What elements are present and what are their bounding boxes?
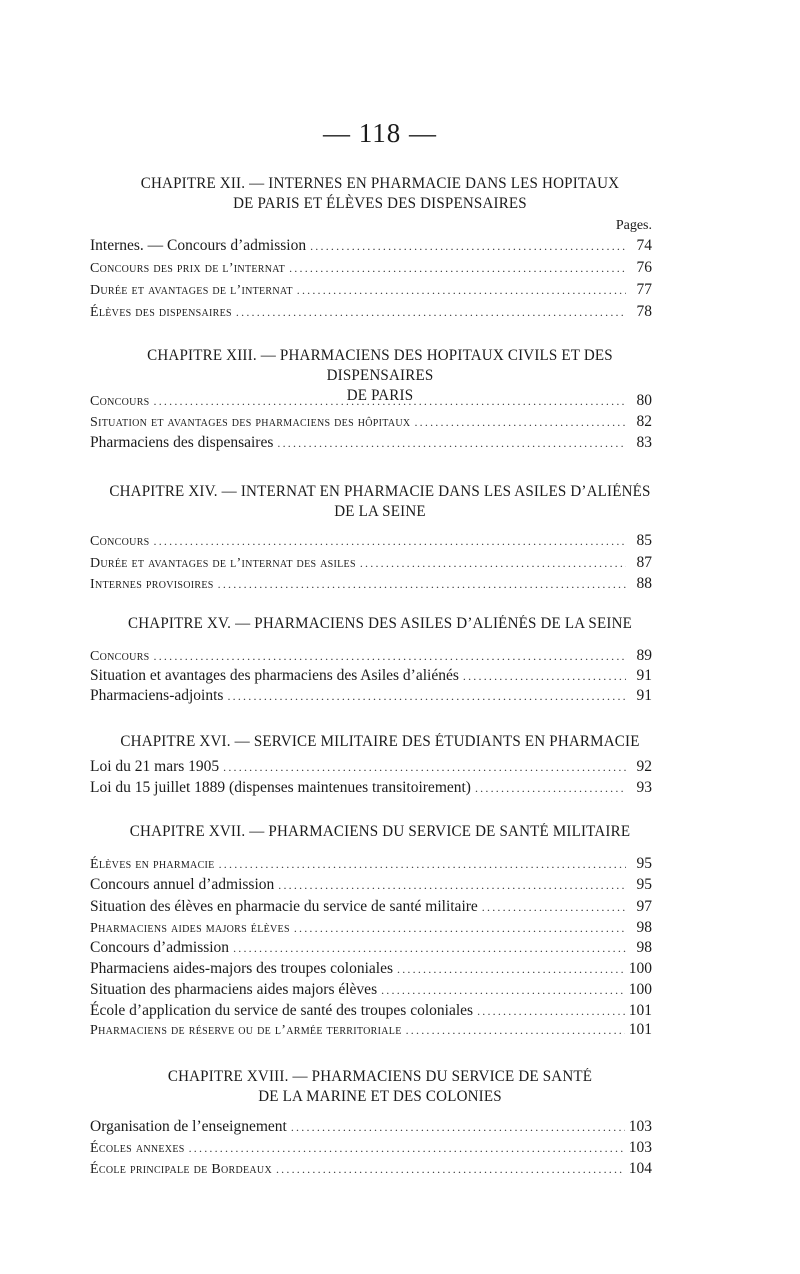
chapter-title-line: DE LA MARINE ET DES COLONIES	[258, 1088, 502, 1105]
leader-dots	[289, 257, 626, 279]
toc-entry-label: Élèves en pharmacie	[90, 857, 215, 872]
toc-entry-page: 93	[636, 779, 652, 796]
pages-column-label: Pages.	[615, 218, 652, 233]
chapter-title-line: CHAPITRE XVIII. — PHARMACIENS DU SERVICE DE SANTÉ	[167, 1068, 593, 1085]
toc-entry	[90, 853, 652, 875]
leader-dots	[219, 853, 626, 875]
toc-entry-page: 101	[628, 1002, 652, 1019]
toc-entry-label: Durée et avantages de l’internat	[90, 283, 293, 298]
toc-entry	[90, 257, 652, 279]
toc-entry-page: 95	[636, 876, 652, 893]
toc-entry-page: 91	[636, 667, 652, 684]
leader-dots	[294, 917, 626, 939]
toc-entry-page: 91	[636, 687, 652, 704]
toc-entry-label: Pharmaciens aides majors élèves	[90, 921, 290, 936]
toc-entry	[90, 937, 652, 959]
toc-entry-page: 98	[636, 939, 652, 956]
toc-entry	[90, 279, 652, 301]
leader-dots	[236, 301, 626, 323]
toc-entry-label: Loi du 15 juillet 1889 (dispenses maintenues transitoirement)	[90, 779, 471, 796]
toc-entry	[90, 390, 652, 412]
toc-entry-label: Écoles annexes	[90, 1141, 185, 1156]
toc-entry	[90, 1116, 652, 1138]
leader-dots	[276, 1158, 625, 1180]
leader-dots	[223, 756, 626, 778]
toc-entry-label: Situation des pharmaciens aides majors élèves	[90, 981, 378, 998]
toc-entry-page: 87	[636, 554, 652, 571]
toc-entry-label: Pharmaciens-adjoints	[90, 687, 224, 704]
toc-entry	[90, 896, 652, 918]
toc-entry-page: 83	[636, 434, 652, 451]
leader-dots	[277, 432, 626, 454]
toc-entry	[90, 411, 652, 433]
leader-dots	[360, 552, 626, 574]
toc-entry-label: Élèves des dispensaires	[90, 305, 232, 320]
toc-entry-label: Internes provisoires	[90, 577, 214, 592]
toc-entry-page: 104	[628, 1160, 652, 1177]
leader-dots	[381, 979, 625, 1001]
toc-entry-label: Concours	[90, 534, 150, 549]
toc-entry-label: Concours	[90, 649, 150, 664]
toc-entry-page: 100	[628, 981, 652, 998]
leader-dots	[189, 1137, 625, 1159]
toc-entry-page: 74	[636, 237, 652, 254]
toc-entry	[90, 1158, 652, 1180]
toc-entry	[90, 874, 652, 896]
leader-dots	[278, 874, 626, 896]
toc-entry-label: Situation et avantages des pharmaciens des hôpitaux	[90, 415, 411, 430]
toc-entry-label: Durée et avantages de l’internat des asiles	[90, 556, 356, 571]
toc-entry-label: Pharmaciens aides-majors des troupes coloniales	[90, 960, 394, 977]
toc-entry-label: Internes. — Concours d’admission	[90, 237, 307, 254]
toc-entry-label: Concours	[90, 394, 150, 409]
chapter-16-title	[108, 732, 651, 752]
toc-entry	[90, 979, 652, 1001]
toc-entry-page: 89	[636, 647, 652, 664]
toc-entry-label: Concours annuel d’admission	[90, 876, 275, 893]
chapter-title-line: CHAPITRE XVI. — SERVICE MILITAIRE DES ÉTUDIANTS EN PHARMACIE	[120, 733, 640, 750]
chapter-title-line: CHAPITRE XVII. — PHARMACIENS DU SERVICE DE SANTÉ MILITAIRE	[129, 823, 631, 840]
toc-entry-page: 80	[636, 392, 652, 409]
leader-dots	[482, 896, 626, 918]
toc-entry-label: Situation des élèves en pharmacie du service de santé militaire	[90, 898, 478, 915]
page-number: — 118 —	[323, 118, 437, 148]
chapter-14-title	[108, 482, 651, 522]
toc-entry-label: Pharmaciens des dispensaires	[90, 434, 274, 451]
chapter-title-line: CHAPITRE XV. — PHARMACIENS DES ASILES D’ALIÉNÉS DE LA SEINE	[127, 615, 633, 632]
toc-entry-label: École principale de Bordeaux	[90, 1162, 272, 1177]
toc-entry-page: 82	[636, 413, 652, 430]
toc-entry	[90, 685, 652, 707]
toc-entry-page: 78	[636, 303, 652, 320]
toc-entry-label: Organisation de l’enseignement	[90, 1118, 287, 1135]
leader-dots	[154, 390, 626, 412]
chapter-title-line: DE PARIS	[346, 387, 414, 404]
chapter-title-line: CHAPITRE XIII. — PHARMACIENS DES HOPITAUX CIVILS ET DES DISPENSAIRES	[147, 347, 613, 384]
toc-entry-page: 97	[636, 898, 652, 915]
toc-entry-page: 85	[636, 532, 652, 549]
toc-entry	[90, 530, 652, 552]
toc-entry	[90, 645, 652, 667]
toc-entry-label: Loi du 21 mars 1905	[90, 758, 220, 775]
chapter-title-line: CHAPITRE XIV. — INTERNAT EN PHARMACIE DANS LES ASILES D’ALIÉNÉS	[109, 483, 651, 500]
toc-entry	[90, 917, 652, 939]
toc-entry	[90, 1019, 652, 1041]
toc-entry-page: 92	[636, 758, 652, 775]
chapter-18-title	[108, 1067, 651, 1107]
toc-entry	[90, 1137, 652, 1159]
chapter-title-line: DE LA SEINE	[334, 503, 426, 520]
toc-entry	[90, 432, 652, 454]
toc-entry	[90, 235, 652, 257]
leader-dots	[297, 279, 626, 301]
leader-dots	[475, 777, 626, 799]
toc-entry-page: 103	[628, 1139, 652, 1156]
toc-entry-page: 98	[636, 919, 652, 936]
toc-entry-label: Situation et avantages des pharmaciens des Asiles d’aliénés	[90, 667, 459, 684]
toc-entry-page: 88	[636, 575, 652, 592]
leader-dots	[310, 235, 626, 257]
chapter-title-line: DE PARIS ET ÉLÈVES DES DISPENSAIRES	[233, 195, 527, 212]
toc-entry	[90, 301, 652, 323]
toc-entry-page: 77	[636, 281, 652, 298]
toc-entry	[90, 665, 652, 687]
chapter-15-title	[108, 614, 651, 634]
leader-dots	[233, 937, 626, 959]
toc-entry	[90, 958, 652, 980]
chapter-12-title	[108, 174, 651, 214]
leader-dots	[154, 530, 626, 552]
chapter-17-title	[108, 822, 651, 842]
leader-dots	[414, 411, 626, 433]
toc-entry	[90, 573, 652, 595]
toc-entry-label: École d’application du service de santé des troupes coloniales	[90, 1002, 474, 1019]
leader-dots	[154, 645, 626, 667]
toc-entry-page: 103	[628, 1118, 652, 1135]
toc-entry	[90, 756, 652, 778]
toc-entry-label: Concours d’admission	[90, 939, 230, 956]
toc-entry-page: 95	[636, 855, 652, 872]
toc-entry-page: 101	[628, 1021, 652, 1038]
toc-entry-page: 100	[628, 960, 652, 977]
chapter-title-line: CHAPITRE XII. — INTERNES EN PHARMACIE DANS LES HOPITAUX	[140, 175, 620, 192]
toc-entry-label: Concours des prix de l’internat	[90, 261, 286, 276]
toc-entry-label: Pharmaciens de réserve ou de l’armée territoriale	[90, 1023, 402, 1038]
leader-dots	[406, 1019, 625, 1041]
toc-entry	[90, 777, 652, 799]
leader-dots	[227, 685, 626, 707]
leader-dots	[291, 1116, 625, 1138]
leader-dots	[463, 665, 626, 687]
leader-dots	[218, 573, 626, 595]
toc-entry-page: 76	[636, 259, 652, 276]
toc-entry	[90, 552, 652, 574]
leader-dots	[397, 958, 625, 980]
